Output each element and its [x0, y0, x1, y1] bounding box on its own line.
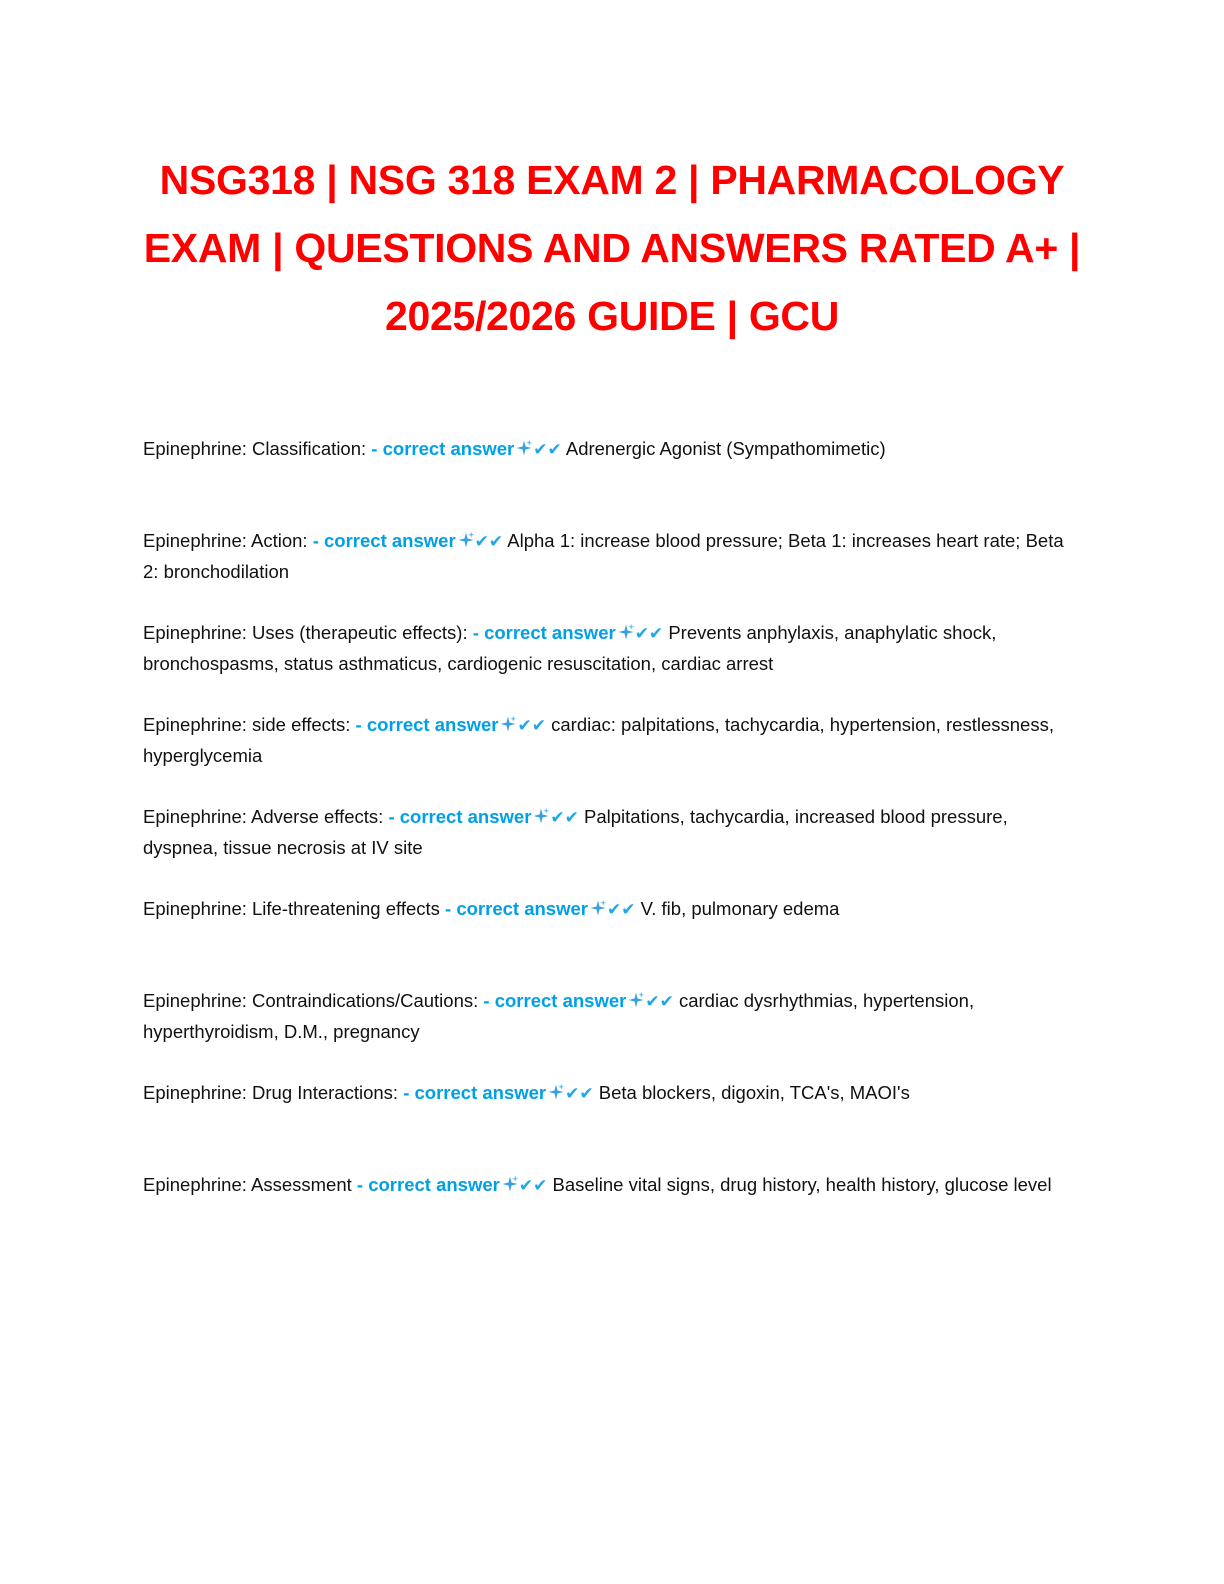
sparkle-icon: [499, 715, 517, 733]
separator: -: [445, 898, 452, 919]
qa-entry: [143, 526, 1073, 584]
qa-entry: [143, 802, 1073, 860]
qa-entry: [143, 434, 1073, 492]
answer-text: Baseline vital signs, drug history, health history, glucose level: [552, 1174, 1052, 1195]
sparkle-icon: [501, 1175, 519, 1193]
answer-text: Prevents anphylaxis, anaphylatic shock, bronchospasms, status asthmaticus, cardiogenic resuscitation, cardiac arrest: [143, 622, 997, 674]
question-text: Epinephrine: side effects:: [143, 714, 351, 735]
question-text: Epinephrine: Classification:: [143, 438, 367, 459]
qa-entry: [143, 710, 1073, 768]
question-text: Epinephrine: Drug Interactions:: [143, 1082, 399, 1103]
sparkle-icon: [617, 623, 635, 641]
checkmark-icon: ✔✔: [517, 716, 546, 736]
checkmark-icon: ✔✔: [565, 1084, 594, 1104]
sparkle-icon: [532, 807, 550, 825]
checkmark-icon: ✔✔: [606, 900, 636, 920]
qa-entry: [143, 618, 1073, 676]
correct-answer-tag: correct answer: [456, 898, 588, 919]
separator: -: [483, 990, 490, 1011]
answer-text: Alpha 1: increase blood pressure; Beta 1: increases heart rate; Beta 2: bronchodilation: [143, 530, 1064, 582]
qa-list: [143, 434, 1073, 1228]
answer-text: Palpitations, tachycardia, increased blood pressure, dyspnea, tissue necrosis at IV site: [143, 806, 1008, 858]
question-text: Epinephrine: Action:: [143, 530, 308, 551]
sparkle-icon: [589, 899, 607, 917]
sparkle-icon: [547, 1083, 565, 1101]
qa-entry: [143, 894, 1073, 952]
checkmark-icon: ✔✔: [533, 440, 562, 460]
separator: -: [312, 530, 319, 551]
qa-entry: [143, 1078, 1073, 1136]
sparkle-icon: [515, 439, 533, 457]
correct-answer-tag: correct answer: [484, 622, 616, 643]
separator: -: [403, 1082, 410, 1103]
correct-answer-tag: correct answer: [494, 990, 627, 1011]
question-text: Epinephrine: Assessment: [143, 1174, 352, 1195]
separator: -: [472, 622, 479, 643]
correct-answer-tag: correct answer: [414, 1082, 547, 1103]
checkmark-icon: ✔✔: [634, 624, 664, 644]
separator: -: [356, 1174, 364, 1195]
question-text: Epinephrine: Adverse effects:: [143, 806, 384, 827]
checkmark-icon: ✔✔: [645, 992, 674, 1012]
correct-answer-tag: correct answer: [382, 438, 515, 459]
question-text: Epinephrine: Life-threatening effects: [143, 898, 440, 919]
checkmark-icon: ✔✔: [474, 532, 504, 552]
separator: -: [355, 714, 362, 735]
answer-text: V. fib, pulmonary edema: [640, 898, 840, 919]
document-title: NSG318 | NSG 318 EXAM 2 | PHARMACOLOGY EXAM | QUESTIONS AND ANSWERS RATED A+ | 2025/2026 GUIDE | GCU: [143, 157, 1081, 339]
correct-answer-tag: correct answer: [368, 1174, 500, 1195]
checkmark-icon: ✔✔: [518, 1176, 548, 1196]
answer-text: cardiac: palpitations, tachycardia, hypertension, restlessness, hyperglycemia: [143, 714, 1054, 766]
answer-text: cardiac dysrhythmias, hypertension, hyperthyroidism, D.M., pregnancy: [143, 990, 975, 1042]
qa-entry: [143, 986, 1073, 1044]
checkmark-icon: ✔✔: [550, 808, 579, 828]
sparkle-icon: [627, 991, 645, 1009]
correct-answer-tag: correct answer: [366, 714, 499, 735]
separator: -: [371, 438, 378, 459]
answer-text: Beta blockers, digoxin, TCA's, MAOI's: [598, 1082, 910, 1103]
question-text: Epinephrine: Uses (therapeutic effects):: [143, 622, 468, 643]
qa-entry: [143, 1170, 1073, 1228]
separator: -: [388, 806, 395, 827]
correct-answer-tag: correct answer: [399, 806, 532, 827]
sparkle-icon: [457, 531, 475, 549]
question-text: Epinephrine: Contraindications/Cautions:: [143, 990, 479, 1011]
answer-text: Adrenergic Agonist (Sympathomimetic): [565, 438, 886, 459]
correct-answer-tag: correct answer: [324, 530, 456, 551]
